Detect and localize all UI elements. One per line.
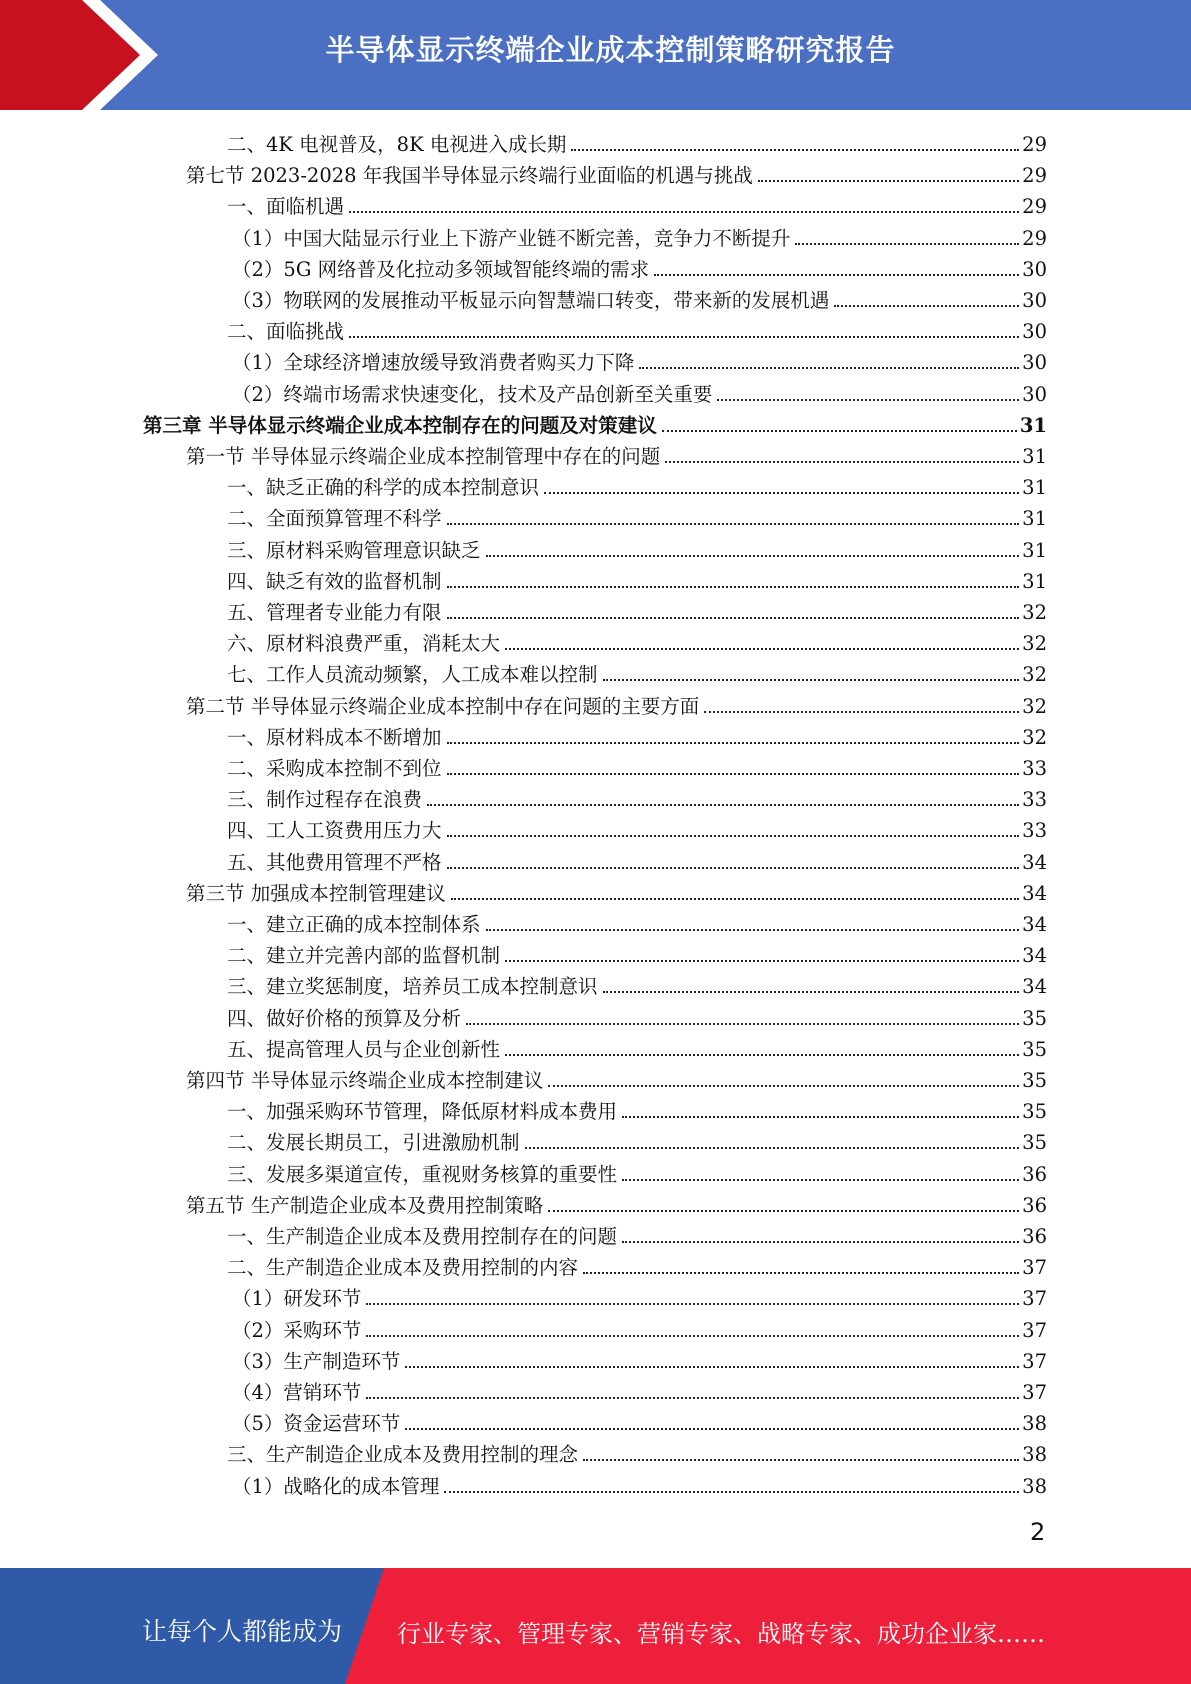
- toc-entry-title: 一、缺乏正确的科学的成本控制意识: [227, 476, 540, 500]
- toc-entry[interactable]: [232, 1469, 1047, 1500]
- toc-entry-page: 29: [1022, 133, 1047, 156]
- toc-entry-page: 31: [1022, 476, 1047, 500]
- toc-leader-dots: [466, 1022, 1019, 1025]
- toc-entry-title: 五、管理者专业能力有限: [227, 601, 442, 624]
- toc-leader-dots: [447, 741, 1020, 744]
- toc-entry-page: 37: [1022, 1287, 1047, 1311]
- toc-leader-dots: [505, 959, 1019, 962]
- toc-entry[interactable]: [232, 221, 1047, 252]
- toc-leader-dots: [366, 1302, 1019, 1305]
- toc-entry-title: 第一节 半导体显示终端企业成本控制管理中存在的问题: [186, 445, 661, 468]
- toc-entry-title: （4）营销环节: [232, 1381, 362, 1404]
- toc-entry-title: 第五节 生产制造企业成本及费用控制策略: [186, 1193, 544, 1217]
- toc-entry-page: 29: [1022, 195, 1047, 219]
- toc-leader-dots: [603, 990, 1020, 993]
- toc-entry-title: 五、其他费用管理不严格: [227, 850, 442, 874]
- toc-entry-title: 五、提高管理人员与企业创新性: [227, 1037, 501, 1061]
- toc-entry[interactable]: [232, 1313, 1047, 1344]
- toc-leader-dots: [544, 491, 1019, 494]
- toc-entry[interactable]: [227, 564, 1047, 595]
- page-number: 2: [1030, 1518, 1046, 1546]
- toc-entry-title: 二、采购成本控制不到位: [227, 757, 442, 780]
- toc-entry[interactable]: [227, 1094, 1047, 1125]
- toc-entry-title: 二、面临挑战: [227, 320, 345, 344]
- toc-entry-title: 二、发展长期员工，引进激励机制: [227, 1131, 520, 1155]
- toc-entry-title: 二、生产制造企业成本及费用控制的内容: [227, 1256, 579, 1280]
- toc-leader-dots: [834, 304, 1019, 307]
- toc-entry-title: 四、缺乏有效的监督机制: [227, 569, 442, 593]
- toc-entry-title: 第三节 加强成本控制管理建议: [186, 881, 446, 905]
- toc-leader-dots: [444, 1490, 1019, 1493]
- toc-entry-title: 三、生产制造企业成本及费用控制的理念: [227, 1443, 579, 1467]
- toc-leader-dots: [795, 242, 1019, 245]
- toc-leader-dots: [447, 772, 1020, 775]
- toc-entry-page: 35: [1022, 1069, 1047, 1092]
- toc-leader-dots: [486, 554, 1020, 557]
- toc-entry-page: 34: [1022, 850, 1047, 874]
- toc-entry-page: 37: [1022, 1318, 1047, 1342]
- toc-entry-title: 三、制作过程存在浪费: [227, 788, 423, 812]
- toc-entry-title: （1）中国大陆显示行业上下游产业链不断完善，竞争力不断提升: [232, 226, 791, 250]
- toc-entry-title: 第二节 半导体显示终端企业成本控制中存在问题的主要方面: [186, 694, 700, 718]
- toc-leader-dots: [505, 647, 1019, 650]
- toc-leader-dots: [717, 398, 1019, 401]
- footer-slogan-left: 让每个人都能成为: [142, 1617, 343, 1646]
- toc-entry[interactable]: [227, 720, 1047, 751]
- toc-entry-page: 34: [1022, 944, 1047, 968]
- toc-leader-dots: [366, 1334, 1019, 1337]
- toc-entry[interactable]: [227, 314, 1047, 345]
- toc-entry-page: 33: [1022, 757, 1047, 780]
- toc-leader-dots: [447, 834, 1020, 837]
- toc-entry-title: 三、原材料采购管理意识缺乏: [227, 538, 481, 562]
- toc-entry-title: 四、工人工资费用压力大: [227, 819, 442, 843]
- toc-entry-title: 二、建立并完善内部的监督机制: [227, 944, 501, 968]
- toc-leader-dots: [447, 866, 1020, 869]
- toc-entry[interactable]: [143, 408, 1047, 439]
- toc-entry-page: 33: [1022, 788, 1047, 812]
- toc-entry-title: 三、发展多渠道宣传，重视财务核算的重要性: [227, 1162, 618, 1186]
- toc-entry[interactable]: [227, 533, 1047, 564]
- toc-entry-title: 一、面临机遇: [227, 195, 345, 219]
- toc-entry[interactable]: [227, 845, 1047, 876]
- toc-entry-page: 33: [1022, 819, 1047, 843]
- toc-entry-page: 29: [1022, 226, 1047, 250]
- toc-entry-page: 38: [1022, 1443, 1047, 1467]
- toc-entry-title: 一、生产制造企业成本及费用控制存在的问题: [227, 1225, 618, 1248]
- toc-leader-dots: [639, 366, 1019, 369]
- toc-entry-page: 34: [1022, 975, 1047, 999]
- toc-leader-dots: [447, 522, 1020, 525]
- toc-leader-dots: [366, 1396, 1019, 1399]
- toc-entry-title: （2）5G 网络普及化拉动多领域智能终端的需求: [232, 257, 650, 281]
- toc-leader-dots: [583, 1271, 1019, 1274]
- toc-entry[interactable]: [186, 158, 1047, 189]
- toc-leader-dots: [622, 1115, 1019, 1118]
- toc-entry-page: 31: [1022, 507, 1047, 531]
- toc-entry[interactable]: [227, 1219, 1047, 1250]
- toc-leader-dots: [349, 210, 1019, 213]
- toc-leader-dots: [486, 928, 1020, 931]
- toc-leader-dots: [525, 1146, 1020, 1149]
- toc-entry[interactable]: [227, 1437, 1047, 1468]
- toc-leader-dots: [571, 148, 1019, 151]
- toc-entry-page: 31: [1022, 445, 1047, 468]
- toc-entry-title: （5）资金运营环节: [232, 1412, 401, 1436]
- toc-entry[interactable]: [227, 595, 1047, 626]
- toc-leader-dots: [548, 1209, 1019, 1212]
- toc-leader-dots: [622, 1240, 1019, 1243]
- toc-entry[interactable]: [227, 782, 1047, 813]
- toc-entry-title: （3）物联网的发展推动平板显示向智慧端口转变，带来新的发展机遇: [232, 289, 830, 312]
- toc-entry-page: 30: [1022, 382, 1047, 406]
- toc-entry[interactable]: [232, 377, 1047, 408]
- toc-entry-page: 35: [1022, 1131, 1047, 1155]
- toc-entry-title: （3）生产制造环节: [232, 1349, 401, 1373]
- toc-leader-dots: [704, 710, 1019, 713]
- toc-entry-title: （1）研发环节: [232, 1287, 362, 1311]
- toc-entry[interactable]: [186, 876, 1047, 907]
- toc-leader-dots: [622, 1178, 1019, 1181]
- toc-entry-title: 二、4K 电视普及，8K 电视进入成长期: [227, 133, 567, 156]
- toc-entry-page: 36: [1022, 1193, 1047, 1217]
- toc-entry-page: 32: [1022, 725, 1047, 749]
- toc-entry-title: 一、原材料成本不断增加: [227, 725, 442, 749]
- toc-leader-dots: [451, 897, 1019, 900]
- toc-leader-dots: [665, 460, 1019, 463]
- toc-entry-title: 三、建立奖惩制度，培养员工成本控制意识: [227, 975, 598, 999]
- footer-slogan-right: 行业专家、管理专家、营销专家、战略专家、成功企业家……: [397, 1620, 1045, 1648]
- toc-entry-page: 35: [1022, 1100, 1047, 1124]
- toc-leader-dots: [758, 179, 1019, 182]
- toc-entry-page: 29: [1022, 164, 1047, 188]
- toc-leader-dots: [405, 1365, 1019, 1368]
- toc-entry-page: 38: [1022, 1412, 1047, 1436]
- toc-leader-dots: [662, 429, 1017, 432]
- toc-entry[interactable]: [232, 252, 1047, 283]
- toc-entry-page: 30: [1022, 351, 1047, 375]
- toc-entry[interactable]: [232, 345, 1047, 376]
- toc-entry-page: 31: [1022, 538, 1047, 562]
- toc-entry-page: 38: [1022, 1474, 1047, 1498]
- toc-entry-page: 36: [1022, 1162, 1047, 1186]
- toc-entry[interactable]: [227, 938, 1047, 969]
- toc-entry-title: 二、全面预算管理不科学: [227, 507, 442, 531]
- toc-entry[interactable]: [186, 1188, 1047, 1219]
- toc-entry-page: 34: [1022, 913, 1047, 936]
- toc-leader-dots: [583, 1458, 1019, 1461]
- toc-entry-title: 第七节 2023-2028 年我国半导体显示终端行业面临的机遇与挑战: [186, 164, 753, 188]
- toc-leader-dots: [427, 803, 1019, 806]
- toc-leader-dots: [447, 585, 1020, 588]
- toc-entry-page: 36: [1022, 1225, 1047, 1248]
- toc-entry[interactable]: [232, 1375, 1047, 1406]
- page-footer: [0, 1568, 1191, 1684]
- toc-entry[interactable]: [227, 657, 1047, 688]
- toc-entry[interactable]: [232, 1344, 1047, 1375]
- toc-entry[interactable]: [227, 470, 1047, 501]
- toc-entry-page: 30: [1022, 320, 1047, 344]
- toc-entry-title: 四、做好价格的预算及分析: [227, 1006, 462, 1030]
- toc-entry-page: 37: [1022, 1256, 1047, 1280]
- toc-entry[interactable]: [186, 1063, 1047, 1094]
- toc-entry[interactable]: [227, 626, 1047, 657]
- toc-entry[interactable]: [227, 1157, 1047, 1188]
- toc-entry-title: （2）终端市场需求快速变化，技术及产品创新至关重要: [232, 382, 713, 406]
- toc-entry-page: 32: [1022, 663, 1047, 687]
- toc-entry-page: 35: [1022, 1006, 1047, 1030]
- toc-entry-title: 一、加强采购环节管理，降低原材料成本费用: [227, 1100, 618, 1124]
- toc-entry-page: 37: [1022, 1349, 1047, 1373]
- toc-leader-dots: [505, 1053, 1019, 1056]
- report-title: 半导体显示终端企业成本控制策略研究报告: [325, 33, 896, 67]
- toc-entry-title: （1）战略化的成本管理: [232, 1474, 440, 1498]
- toc-entry-page: 34: [1022, 881, 1047, 905]
- toc-entry-page: 31: [1022, 569, 1047, 593]
- toc-entry-page: 32: [1022, 632, 1047, 656]
- toc-entry-page: 30: [1022, 289, 1047, 312]
- toc-entry[interactable]: [227, 1001, 1047, 1032]
- toc-entry[interactable]: [227, 189, 1047, 220]
- toc-entry[interactable]: [227, 907, 1047, 938]
- toc-entry[interactable]: [227, 501, 1047, 532]
- toc-entry[interactable]: [186, 689, 1047, 720]
- toc-entry-title: 一、建立正确的成本控制体系: [227, 913, 481, 936]
- toc-leader-dots: [405, 1427, 1019, 1430]
- toc-entry[interactable]: [232, 1406, 1047, 1437]
- toc-entry-page: 31: [1019, 413, 1047, 437]
- toc-entry[interactable]: [232, 283, 1047, 314]
- toc-entry-page: 37: [1022, 1381, 1047, 1404]
- toc-entry-title: 七、工作人员流动频繁，人工成本难以控制: [227, 663, 598, 687]
- toc-entry-page: 32: [1022, 601, 1047, 624]
- toc-entry[interactable]: [232, 1281, 1047, 1312]
- toc-entry-title: 第四节 半导体显示终端企业成本控制建议: [186, 1069, 544, 1092]
- toc-entry-page: 35: [1022, 1037, 1047, 1061]
- toc-entry[interactable]: [186, 439, 1047, 470]
- page-header: [0, 0, 1191, 110]
- toc-entry-page: 32: [1022, 694, 1047, 718]
- toc-entry[interactable]: [227, 1125, 1047, 1156]
- toc-leader-dots: [654, 273, 1019, 276]
- toc-entry-title: 第三章 半导体显示终端企业成本控制存在的问题及对策建议: [143, 413, 657, 437]
- toc-entry-title: （1）全球经济增速放缓导致消费者购买力下降: [232, 351, 635, 375]
- toc-leader-dots: [603, 678, 1020, 681]
- toc-entry[interactable]: [227, 751, 1047, 782]
- toc-entry[interactable]: [227, 127, 1047, 158]
- toc-entry[interactable]: [227, 1032, 1047, 1063]
- toc-leader-dots: [548, 1084, 1019, 1087]
- toc-entry-title: 六、原材料浪费严重，消耗太大: [227, 632, 501, 656]
- toc-entry-page: 30: [1022, 257, 1047, 281]
- toc-entry[interactable]: [227, 813, 1047, 844]
- toc-entry-title: （2）采购环节: [232, 1318, 362, 1342]
- toc-entry[interactable]: [227, 1250, 1047, 1281]
- toc-entry[interactable]: [227, 969, 1047, 1000]
- toc-leader-dots: [349, 335, 1019, 338]
- toc-leader-dots: [447, 616, 1020, 619]
